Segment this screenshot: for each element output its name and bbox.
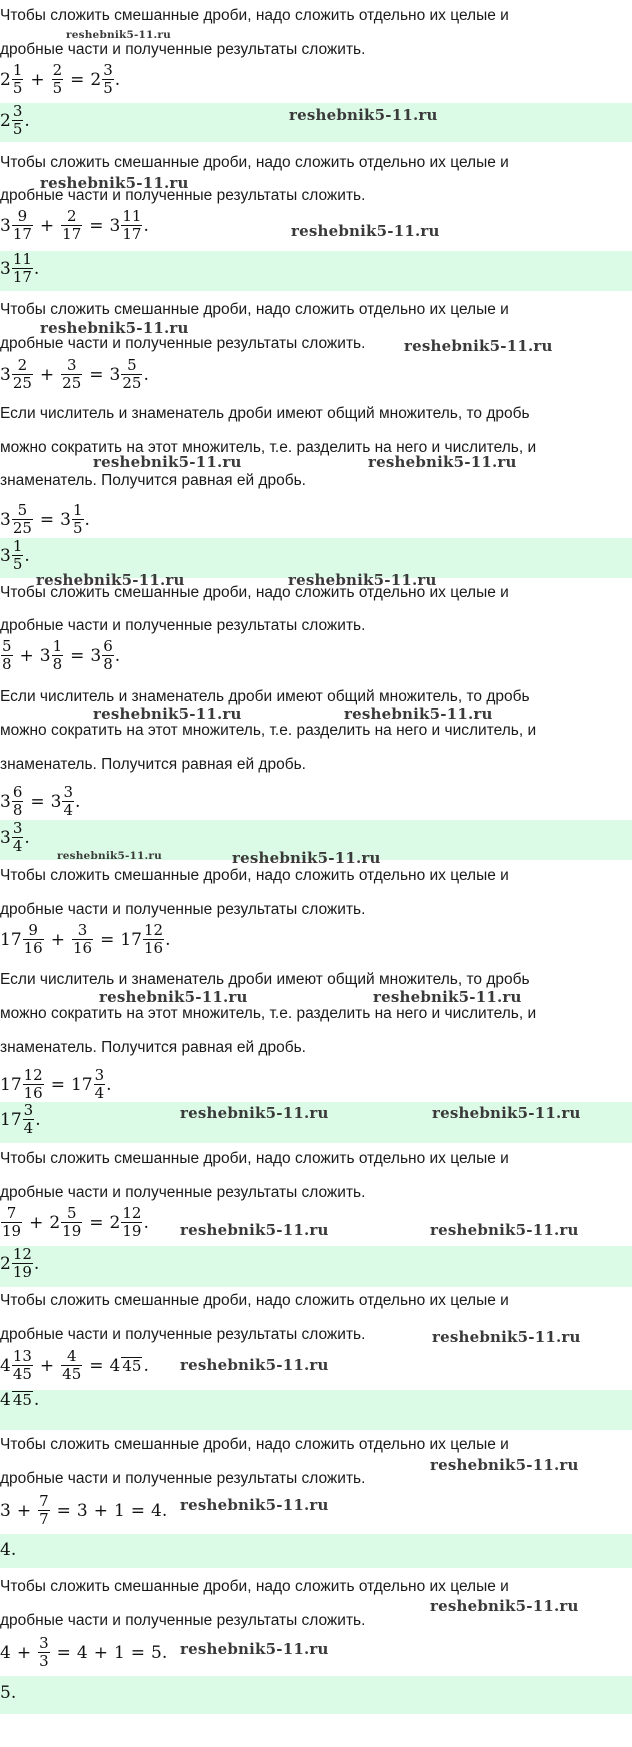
watermark: reshebnik5-11.ru [93,705,242,723]
answer: 5 . [0,1683,17,1703]
watermark: reshebnik5-11.ru [40,319,189,337]
answer: 3 $\frac{3}{4}$ . [0,819,30,855]
watermark: reshebnik5-11.ru [373,988,522,1006]
answer: 2 $\frac{3}{5}$ . [0,102,30,138]
rule-text: Чтобы сложить смешанные дроби, надо сложить отдельно их целые и [0,7,509,24]
rule-text: Чтобы сложить смешанные дроби, надо сложить отдельно их целые и [0,1578,509,1595]
equation: 17 $\frac{9}{16}$ + $\frac{3}{16}$ = 17 $\frac{12}{16}$ . [0,921,171,957]
rule-text: дробные части и полученные результаты сложить. [0,901,366,918]
watermark: reshebnik5-11.ru [430,1456,579,1474]
watermark: reshebnik5-11.ru [57,850,162,862]
equation: 3 $\frac{2}{25}$ + $\frac{3}{25}$ = 3 $\frac{5}{25}$ . [0,356,149,392]
answer-band [0,1246,632,1287]
rule-text: дробные части и полученные результаты сложить. [0,1612,366,1629]
answer: 3 $\frac{1}{5}$ . [0,537,30,573]
rule-text: дробные части и полученные результаты сложить. [0,617,366,634]
watermark: reshebnik5-11.ru [430,1597,579,1615]
rule-text: знаменатель. Получится равная ей дробь. [0,472,306,489]
watermark: reshebnik5-11.ru [432,1104,581,1122]
answer: 3 $\frac{11}{17}$ . [0,250,40,286]
equation: 3 $\frac{6}{8}$ = 3 $\frac{3}{4}$ . [0,783,81,819]
watermark: reshebnik5-11.ru [291,222,440,240]
rule-text: Чтобы сложить смешанные дроби, надо сложить отдельно их целые и [0,867,509,884]
rule-text: можно сократить на этот множитель, т.е. разделить на него и числитель, и [0,439,537,456]
watermark: reshebnik5-11.ru [99,988,248,1006]
rule-text: Чтобы сложить смешанные дроби, надо сложить отдельно их целые и [0,1436,509,1453]
answer: 2 $\frac{12}{19}$ . [0,1245,40,1281]
rule-text: дробные части и полученные результаты сложить. [0,335,366,352]
watermark: reshebnik5-11.ru [40,174,189,192]
watermark: reshebnik5-11.ru [430,1221,579,1239]
rule-text: дробные части и полученные результаты сложить. [0,1184,366,1201]
rule-text: Если числитель и знаменатель дроби имеют общий множитель, то дробь [0,405,530,422]
watermark: reshebnik5-11.ru [36,571,185,589]
watermark: reshebnik5-11.ru [432,1328,581,1346]
rule-text: Чтобы сложить смешанные дроби, надо сложить отдельно их целые и [0,1150,509,1167]
rule-text: знаменатель. Получится равная ей дробь. [0,1039,306,1056]
rule-text: Если числитель и знаменатель дроби имеют общий множитель, то дробь [0,971,530,988]
watermark: reshebnik5-11.ru [368,453,517,471]
watermark: reshebnik5-11.ru [66,29,171,41]
watermark: reshebnik5-11.ru [180,1356,329,1374]
watermark: reshebnik5-11.ru [180,1496,329,1514]
watermark: reshebnik5-11.ru [180,1104,329,1122]
answer-band [0,1534,632,1568]
equation: 4 $\frac{13}{45}$ + $\frac{4}{45}$ = 4 45 . [0,1347,149,1383]
rule-text: Чтобы сложить смешанные дроби, надо сложить отдельно их целые и [0,301,509,318]
watermark: reshebnik5-11.ru [180,1221,329,1239]
equation: 2 $\frac{1}{5}$ + $\frac{2}{5}$ = 2 $\frac{3}{5}$ . [0,61,121,97]
watermark: reshebnik5-11.ru [344,705,493,723]
equation: 3 $\frac{5}{25}$ = 3 $\frac{1}{5}$ . [0,501,90,537]
rule-text: Если числитель и знаменатель дроби имеют общий множитель, то дробь [0,688,530,705]
equation: $\frac{5}{8}$ + 3 $\frac{1}{8}$ = 3 $\frac{6}{8}$ . [2,637,121,673]
equation: 3 + $\frac{7}{7}$ = 3 + 1 = 4 . [0,1492,168,1528]
rule-text: Чтобы сложить смешанные дроби, надо сложить отдельно их целые и [0,154,509,171]
rule-text: дробные части и полученные результаты сложить. [0,41,366,58]
rule-text: Чтобы сложить смешанные дроби, надо сложить отдельно их целые и [0,584,509,601]
rule-text: можно сократить на этот множитель, т.е. разделить на него и числитель, и [0,1005,537,1022]
answer-band [0,1676,632,1714]
equation: 3 $\frac{9}{17}$ + $\frac{2}{17}$ = 3 $\frac{11}{17}$ . [0,207,149,243]
watermark: reshebnik5-11.ru [289,106,438,124]
answer: 17 $\frac{3}{4}$ . [0,1101,41,1137]
rule-text: дробные части и полученные результаты сложить. [0,1470,366,1487]
watermark: reshebnik5-11.ru [232,849,381,867]
watermark: reshebnik5-11.ru [404,337,553,355]
rule-text: знаменатель. Получится равная ей дробь. [0,756,306,773]
answer-band [0,1390,632,1430]
rule-text: Чтобы сложить смешанные дроби, надо сложить отдельно их целые и [0,1292,509,1309]
rule-text: дробные части и полученные результаты сложить. [0,1326,366,1343]
watermark: reshebnik5-11.ru [180,1640,329,1658]
answer-band [0,251,632,291]
watermark: reshebnik5-11.ru [288,571,437,589]
watermark: reshebnik5-11.ru [93,453,242,471]
rule-text: дробные части и полученные результаты сложить. [0,187,366,204]
rule-text: можно сократить на этот множитель, т.е. разделить на него и числитель, и [0,722,537,739]
equation: 4 + $\frac{3}{3}$ = 4 + 1 = 5 . [0,1634,168,1670]
answer: 4 . [0,1540,17,1560]
equation: $\frac{7}{19}$ + 2 $\frac{5}{19}$ = 2 $\frac{12}{19}$ . [2,1204,149,1240]
answer: 4 45 . [0,1390,40,1410]
equation: 17 $\frac{12}{16}$ = 17 $\frac{3}{4}$ . [0,1066,112,1102]
